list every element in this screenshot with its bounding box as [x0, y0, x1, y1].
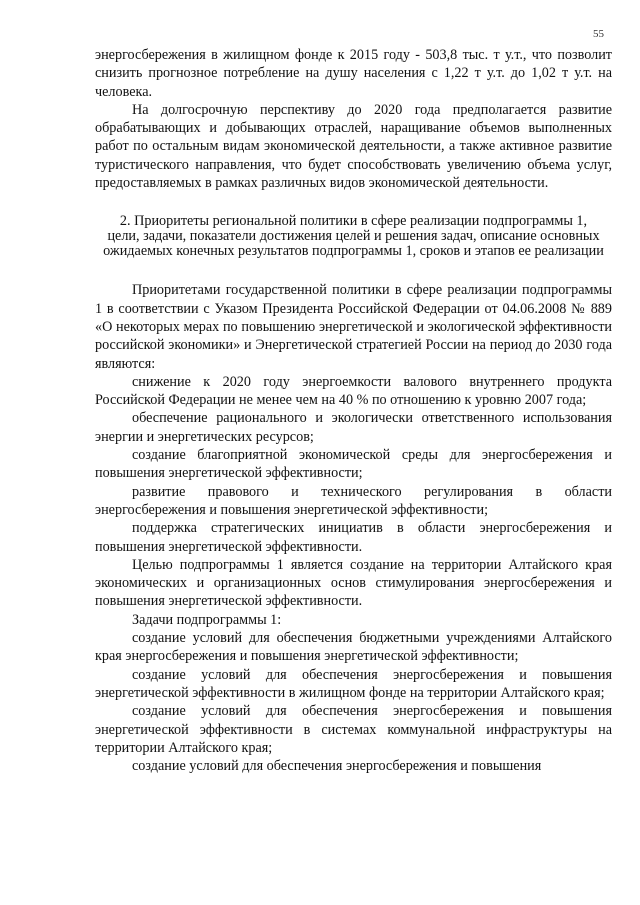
task-item-budget-institutions: создание условий для обеспечения бюджетными учреждениями Алтайского края энергосбережения и повышения энергетической эффективности;	[95, 630, 612, 665]
paragraph-tasks-heading: Задачи подпрограммы 1:	[132, 611, 282, 628]
page-content	[95, 46, 612, 775]
paragraph-continuation: энергосбережения в жилищном фонде к 2015 году - 503,8 тыс. т у.т., что позволит снизить прогнозное потребление на душу населения с 1,22 т у.т. до 1,02 т у.т. на человека.	[95, 47, 612, 100]
task-item-communal-infrastructure: создание условий для обеспечения энергосбережения и повышения энергетической эффективности в системах коммунальной инфраструктуры на территории Алтайского края;	[95, 703, 612, 756]
section-heading: 2. Приоритеты региональной политики в сфере реализации подпрограммы 1, цели, задачи, показатели достижения целей и решения задач, описание основных ожидаемых конечных результатов подпрограммы 1, сроков и этапов ее реализации	[103, 213, 604, 260]
paragraph-goal: Целью подпрограммы 1 является создание на территории Алтайского края экономических и организационных основ стимулирования энергосбережения и повышения энергетической эффективности.	[95, 556, 612, 610]
paragraph-priorities: Приоритетами государственной политики в сфере реализации подпрограммы 1 в соответствии с Указом Президента Российской Федерации от 04.06.2008 № 889 «О некоторых мерах по повышению энергетической и экологической эффективности российской экономики» и Энергетической стратегией России на период до 2030 года являются:	[95, 282, 612, 372]
list-item-economic-environment: создание благоприятной экономической среды для энергосбережения и повышения энергетической эффективности;	[95, 447, 612, 482]
list-item-regulation: развитие правового и технического регулирования в области энергосбережения и повышения энергетической эффективности;	[95, 483, 612, 518]
list-item-strategic-initiatives: поддержка стратегических инициатив в области энергосбережения и повышения энергетической эффективности.	[95, 520, 612, 555]
task-item-housing: создание условий для обеспечения энергосбережения и повышения энергетической эффективности в жилищном фонде на территории Алтайского края;	[95, 666, 612, 701]
task-item-truncated: создание условий для обеспечения энергосбережения и повышения	[132, 758, 542, 775]
list-item-rational-use: обеспечение рационального и экологически ответственного использования энергии и энергетических ресурсов;	[95, 410, 612, 445]
paragraph-outlook: На долгосрочную перспективу до 2020 года предполагается развитие обрабатывающих и добывающих отраслей, наращивание объемов выполненных работ по остальным видам экономической деятельности, а также активное развитие туристического направления, что будет способствовать увеличению объема услуг, предоставляемых в рамках различных видов экономической деятельности.	[95, 101, 612, 192]
page-number: 55	[593, 28, 604, 40]
list-item-energy-intensity: снижение к 2020 году энергоемкости валового внутреннего продукта Российской Федерации не менее чем на 40 % по отношению к уровню 2007 года;	[95, 373, 612, 409]
